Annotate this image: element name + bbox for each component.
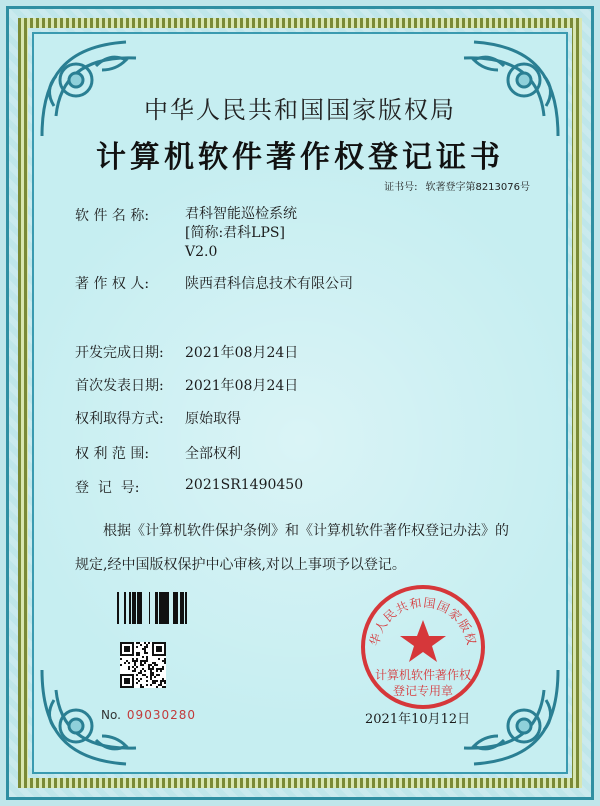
certificate-number	[384, 178, 530, 193]
field-label: 登 记 号:	[75, 480, 140, 496]
field-acquire-method	[75, 408, 241, 428]
field-software-name	[75, 205, 297, 262]
field-label: 开发完成日期:	[75, 345, 164, 361]
field-dev-complete-date	[75, 342, 298, 362]
seal-text-line-2: 登记专用章	[392, 684, 453, 698]
acquire-method-value: 原始取得	[185, 411, 241, 427]
qr-code-icon	[120, 642, 166, 688]
field-label: 权利取得方式:	[75, 411, 164, 427]
copyright-owner-value: 陕西君科信息技术有限公司	[185, 276, 353, 292]
serial-number	[101, 708, 196, 722]
serial-value: 09030280	[126, 708, 196, 722]
software-name-value	[185, 205, 297, 262]
field-copyright-owner	[75, 273, 353, 293]
legal-statement	[75, 514, 535, 582]
field-rights-scope	[75, 443, 241, 463]
barcode-icon	[117, 592, 187, 624]
first-publish-date-value: 2021年08月24日	[185, 378, 299, 394]
registration-number-value: 2021SR1490450	[185, 477, 304, 493]
statement-line-2: 规定,经中国版权保护中心审核,对以上事项予以登记。	[75, 557, 406, 573]
software-short-name-line: [简称:君科LPS]	[185, 225, 285, 241]
certificate-title: 计算机软件著作权登记证书	[96, 140, 504, 175]
issue-date: 2021年10月12日	[365, 712, 471, 727]
serial-label: No.	[101, 708, 121, 722]
field-label: 权 利 范 围:	[75, 446, 150, 462]
field-registration-number	[75, 477, 303, 497]
seal-text-line-1: 计算机软件著作权	[374, 668, 471, 682]
certificate-number-value: 软著登字第8213076号	[425, 182, 530, 193]
certificate-number-label: 证书号:	[384, 182, 418, 193]
software-version-line: V2.0	[185, 244, 218, 260]
dev-complete-date-value: 2021年08月24日	[185, 345, 299, 361]
field-label: 著 作 权 人:	[75, 276, 150, 292]
seal-outer-text: 华人民共和国国家版权	[367, 595, 479, 648]
statement-line-1	[75, 514, 535, 548]
rights-scope-value: 全部权利	[185, 446, 241, 462]
statement-text: 根据《计算机软件保护条例》和《计算机软件著作权登记办法》的	[103, 523, 509, 539]
software-name-line: 君科智能巡检系统	[185, 206, 297, 222]
field-label: 软 件 名 称:	[75, 208, 150, 224]
field-first-publish-date	[75, 375, 298, 395]
field-label: 首次发表日期:	[75, 378, 164, 394]
issuer-name: 中华人民共和国国家版权局	[144, 96, 456, 124]
